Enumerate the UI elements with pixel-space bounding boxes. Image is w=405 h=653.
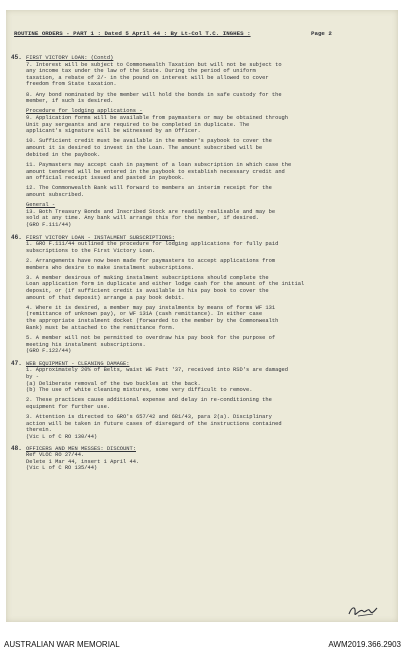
text-line: 8. Any bond nominated by the member will hold the bonds in safe custody for the [26,91,282,98]
text-line: members who desire to make instalment subscriptions. [26,264,195,271]
text-line: (b) The use of white cleaning mixtures, some very difficult to remove. [26,387,253,394]
subheading: Procedure for lodging applications - [26,108,143,115]
text-line: Bank) must be attached to the remittance form. [26,324,175,331]
text-line: therein. [26,427,52,434]
text-line: 4. Where it is desired, a member may pay instalments by means of forms WF 131 [26,304,276,311]
text-line: meeting his instalment subscriptions. [26,341,146,348]
section-number: 46. [11,233,22,241]
section-title: OFFICERS AND MEN MESSES: DISCOUNT: [26,445,136,452]
section-number: 45. [11,54,22,61]
text-line: debited in the paybook. [26,151,101,158]
text-line: 1. Approximately 20% of Belts, waist WE Patt '37, received into RSD's are damaged [26,367,289,374]
text-line: 5. A member will not be permitted to overdraw his pay book for the purpose of [26,334,276,341]
text-line: member, if such is desired. [26,98,114,105]
text-line: (Vic L of C RO 130/44) [26,433,98,440]
text-line: 2. Arrangements have now been made for paymasters to accept applications from [26,258,276,264]
text-line: sold at any time. Any bank will arrange this for the member, if desired. [26,215,259,222]
text-line: applicant's signature will be witnessed by an Officer. [26,128,201,135]
text-line: 2. These practices cause additional expense and delay in re-conditioning the [26,397,272,404]
text-line: equipment for further use. [26,403,111,410]
archive-name: AUSTRALIAN WAR MEMORIAL [4,640,120,649]
page-number: Page 2 [311,30,332,37]
text-line: 3. Attention is directed to GRO's 657/42 and 681/43, para 2(a). Disciplinary [26,414,272,421]
text-line: Unit pay sergeants and are required to be completed in duplicate. The [26,121,250,128]
text-line: amount tendered will be entered in the paybook to establish necessary credit and [26,168,285,175]
archive-reference: AWM2019.366.2903 [328,640,401,649]
text-line: amount subscribed. [26,191,85,198]
subheading: General - [26,202,56,209]
text-line: Delete 1 Mar 44, insert 1 April 44. [26,458,140,465]
section-title: FIRST VICTORY LOAN - INSTALMENT SUBSCRIPTIONS: [26,234,175,241]
text-line: Ref VLOC RO 27/44. [26,452,85,459]
text-line: by - [26,373,39,380]
text-line: any income tax under the law of the State. During the period of uniform [26,68,256,75]
text-line: 13. Both Treasury Bonds and Inscribed Stock are readily realisable and may be [26,208,276,215]
section-title: FIRST VICTORY LOAN: (Contd) [26,55,114,61]
text-line: 12. The Commonwealth Bank will forward to members an interim receipt for the [26,185,272,192]
text-line: 11. Paymasters may accept cash in payment of a loan subscription in which case the [26,161,292,168]
text-line: deposit, or (if sufficient credit is available in his pay book to cover the [26,288,269,295]
text-line: subscriptions to the First Victory Loan. [26,247,156,254]
text-line: the appropriate instalment docket (forwarded to the member by the Commonwealth [26,318,279,325]
signature-initials [346,602,380,620]
text-line: (GRO F.122/44) [26,348,72,355]
text-line: Loan application form in duplicate and either lodge cash for the amount of the initial [26,281,305,288]
text-line: freedom from State taxation. [26,81,117,88]
text-line: 10. Sufficient credit must be available in the member's paybook to cover the [26,138,272,145]
section-title: WEB EQUIPMENT - CLEANING DAMAGE: [26,360,130,367]
text-line: amount it is desired to invest in the Loan. The amount subscribed will be [26,145,263,152]
text-line: (a) Deliberate removal of the two buckles at the back. [26,380,201,387]
archive-footer [0,636,405,653]
text-line: 7. Interest will be subject to Commonwealth Taxation but will not be subject to [26,61,282,68]
text-line: (remittance of unknown pay), or WF 131A (cash remittance). In either case [26,311,263,318]
section-number: 48. [11,444,22,452]
text-line: an official receipt issued and pasted in paybook. [26,175,185,182]
text-line: 9. Application forms will be available from paymasters or may be obtained through [26,115,289,122]
document-page [6,10,398,622]
text-line: (Vic L of C RO 135/44) [26,465,98,472]
text-line: taxation, a rebate of 2/- in the pound on interest will be allowed to cover [26,74,269,81]
section-number: 47. [11,359,22,367]
text-line: (GRO F.111/44) [26,221,72,228]
text-line: action will be taken in future cases of disregard of the instructions contained [26,420,282,427]
header-text: ROUTINE ORDERS - PART 1 : Dated 5 April 44 : By Lt-Col T.C. INGHES : [14,30,251,37]
text-line: 3. A member desirous of making instalment subscriptions should complete the [26,274,269,281]
text-line: 1. GRO F.111/44 outlined the procedure for lodging applications for fully paid [26,241,279,248]
text-line: amount of that deposit) arrange a pay book debit. [26,294,185,301]
